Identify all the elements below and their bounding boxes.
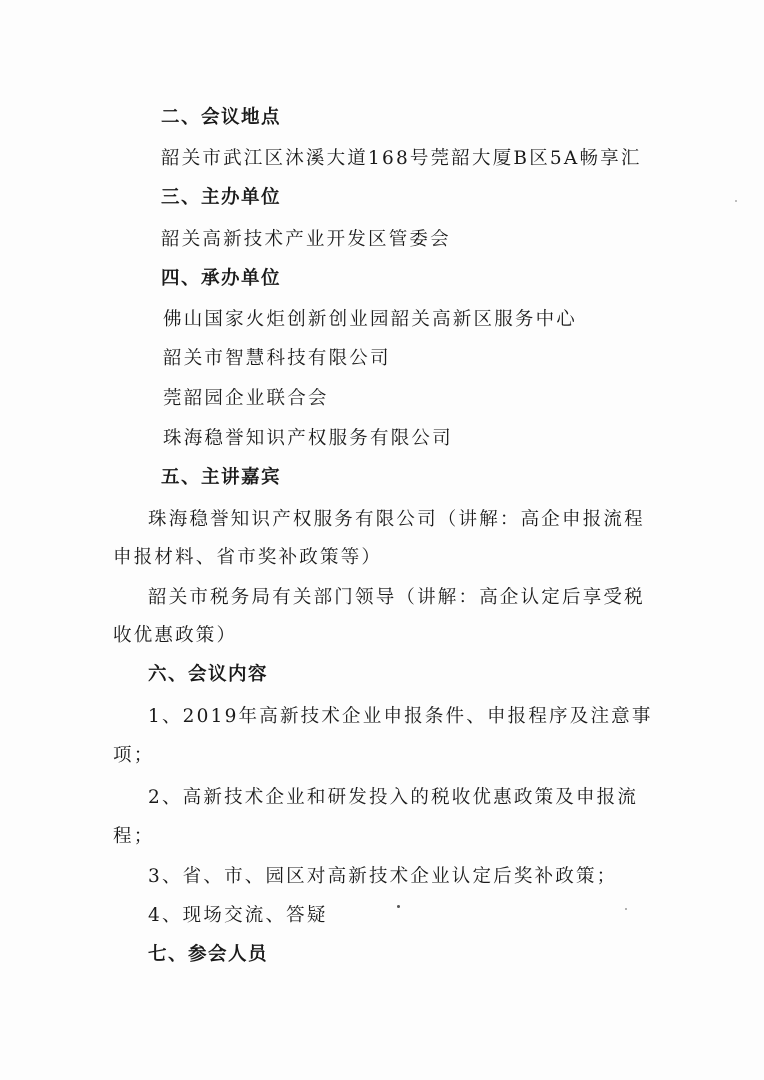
organizer-name: 韶关高新技术产业开发区管委会 — [161, 229, 451, 250]
content-item: 4、现场交流、答疑 — [148, 905, 328, 926]
speaker-description: 申报材料、省市奖补政策等） — [113, 547, 383, 568]
scan-speck — [625, 908, 627, 910]
co-organizer-item: 珠海稳誉知识产权服务有限公司 — [163, 428, 453, 449]
venue-address: 韶关市武江区沐溪大道168号莞韶大厦B区5A畅享汇 — [161, 148, 642, 169]
section-heading-content: 六、会议内容 — [148, 664, 269, 685]
section-heading-venue: 二、会议地点 — [161, 107, 282, 128]
content-item: 1、2019年高新技术企业申报条件、申报程序及注意事 — [148, 706, 653, 727]
co-organizer-item: 韶关市智慧科技有限公司 — [163, 348, 391, 369]
section-heading-speakers: 五、主讲嘉宾 — [161, 467, 282, 488]
speaker-description: 珠海稳誉知识产权服务有限公司（讲解：高企申报流程 — [148, 509, 645, 530]
scan-speck — [397, 905, 400, 908]
content-item: 程； — [113, 826, 155, 847]
content-item: 3、省、市、园区对高新技术企业认定后奖补政策； — [148, 866, 618, 887]
speaker-description: 收优惠政策） — [113, 625, 238, 646]
content-item: 项； — [113, 745, 155, 766]
co-organizer-item: 莞韶园企业联合会 — [163, 388, 329, 409]
section-heading-attendees: 七、参会人员 — [148, 944, 269, 965]
content-item: 2、高新技术企业和研发投入的税收优惠政策及申报流 — [148, 787, 639, 808]
scan-speck — [735, 200, 737, 202]
co-organizer-item: 佛山国家火炬创新创业园韶关高新区服务中心 — [163, 309, 578, 330]
section-heading-organizer: 三、主办单位 — [161, 187, 282, 208]
section-heading-co-organizers: 四、承办单位 — [161, 268, 282, 289]
speaker-description: 韶关市税务局有关部门领导（讲解：高企认定后享受税 — [148, 587, 645, 608]
